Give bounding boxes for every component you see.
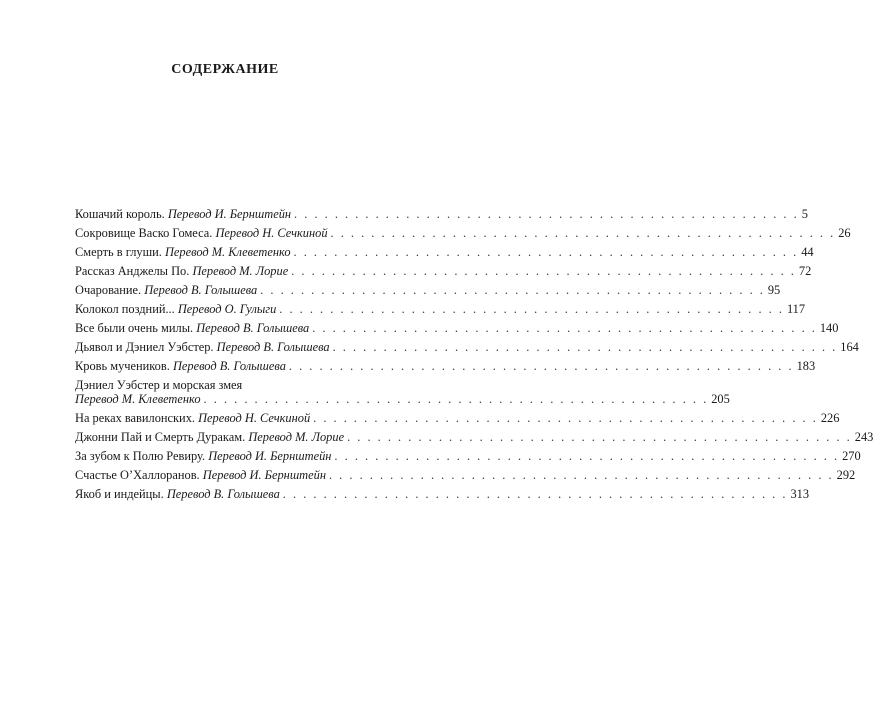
entry-title: Смерть в глуши. — [75, 245, 162, 259]
entry-translator: Перевод О. Гулыги — [177, 302, 277, 316]
entry-page-number: 117 — [786, 302, 806, 316]
toc-entry[interactable] — [75, 302, 806, 316]
entry-translator: Перевод М. Клеветенко — [75, 392, 201, 406]
entry-page-number: 44 — [801, 245, 814, 259]
entry-title: Рассказ Анджелы По. — [75, 264, 190, 278]
toc-entry[interactable] — [75, 487, 810, 501]
entry-page-number: 26 — [838, 226, 851, 240]
entry-page-number: 313 — [790, 487, 810, 501]
dot-leader: . . . . . . . . . . . . . . . . . . . . . . . . . . . . . . . . . . . . . . . . . . . . . . . . . . — [279, 302, 784, 316]
dot-leader: . . . . . . . . . . . . . . . . . . . . . . . . . . . . . . . . . . . . . . . . . . . . . . . . . . — [294, 207, 799, 221]
table-of-contents — [75, 207, 873, 506]
entry-page-number: 292 — [836, 468, 856, 482]
entry-title: Джонни Пай и Смерть Дуракам. — [75, 430, 246, 444]
entry-translator: Перевод В. Голышева — [196, 321, 310, 335]
entry-title: Сокровище Васко Гомеса. — [75, 226, 213, 240]
entry-translator: Перевод И. Бернштейн — [167, 207, 292, 221]
entry-title: Кровь мучеников. — [75, 359, 170, 373]
toc-entry[interactable] — [75, 411, 840, 425]
toc-entry[interactable] — [75, 207, 808, 221]
entry-page-number: 226 — [820, 411, 840, 425]
entry-title: Счастье О’Халлоранов. — [75, 468, 200, 482]
entry-translator: Перевод Н. Сечкиной — [215, 226, 328, 240]
entry-page-number: 140 — [819, 321, 839, 335]
toc-entry[interactable] — [75, 468, 856, 482]
entry-title: Очарование. — [75, 283, 142, 297]
dot-leader: . . . . . . . . . . . . . . . . . . . . . . . . . . . . . . . . . . . . . . . . . . . . . . . . . . — [291, 264, 796, 278]
entry-page-number: 243 — [854, 430, 873, 444]
entry-page-number: 183 — [796, 359, 816, 373]
toc-entry[interactable] — [75, 340, 859, 354]
dot-leader: . . . . . . . . . . . . . . . . . . . . . . . . . . . . . . . . . . . . . . . . . . . . . . . . . . — [332, 340, 838, 354]
dot-leader: . . . . . . . . . . . . . . . . . . . . . . . . . . . . . . . . . . . . . . . . . . . . . . . . . . — [334, 449, 840, 463]
entry-page-number: 270 — [842, 449, 861, 463]
dot-leader: . . . . . . . . . . . . . . . . . . . . . . . . . . . . . . . . . . . . . . . . . . . . . . . . . . — [347, 430, 852, 444]
entry-title: Кошачий король. — [75, 207, 165, 221]
dot-leader: . . . . . . . . . . . . . . . . . . . . . . . . . . . . . . . . . . . . . . . . . . . . . . . . . . — [288, 359, 794, 373]
entry-translator: Перевод В. Голышева — [166, 487, 280, 501]
dot-leader: . . . . . . . . . . . . . . . . . . . . . . . . . . . . . . . . . . . . . . . . . . . . . . . . . . — [282, 487, 788, 501]
entry-page-number: 164 — [840, 340, 859, 354]
entry-page-number: 205 — [711, 392, 730, 406]
toc-entry[interactable] — [75, 226, 851, 240]
toc-entry[interactable] — [75, 359, 816, 373]
entry-title: Якоб и индейцы. — [75, 487, 164, 501]
entry-page-number: 5 — [801, 207, 808, 221]
entry-title: Колокол поздний... — [75, 302, 175, 316]
entry-title: Дьявол и Дэниел Уэбстер. — [75, 340, 214, 354]
contents-heading: СОДЕРЖАНИЕ — [171, 62, 279, 77]
entry-page-number: 95 — [767, 283, 781, 297]
entry-translator: Перевод М. Лорие — [248, 430, 345, 444]
entry-title: Все были очень милы. — [75, 321, 194, 335]
dot-leader: . . . . . . . . . . . . . . . . . . . . . . . . . . . . . . . . . . . . . . . . . . . . . . . . . . — [203, 392, 709, 406]
dot-leader: . . . . . . . . . . . . . . . . . . . . . . . . . . . . . . . . . . . . . . . . . . . . . . . . . . — [330, 226, 836, 240]
entry-translator: Перевод М. Лорие — [192, 264, 289, 278]
entry-translator: Перевод В. Голышева — [144, 283, 258, 297]
toc-entry[interactable] — [75, 430, 873, 444]
toc-entry[interactable] — [75, 378, 730, 406]
toc-entry[interactable] — [75, 245, 814, 259]
entry-translator: Перевод Н. Сечкиной — [198, 411, 311, 425]
entry-page-number: 72 — [798, 264, 812, 278]
entry-translator: Перевод И. Бернштейн — [202, 468, 326, 482]
entry-translator: Перевод В. Голышева — [216, 340, 330, 354]
dot-leader: . . . . . . . . . . . . . . . . . . . . . . . . . . . . . . . . . . . . . . . . . . . . . . . . . . — [293, 245, 799, 259]
entry-translator: Перевод И. Бернштейн — [208, 449, 332, 463]
entry-title: На реках вавилонских. — [75, 411, 195, 425]
toc-entry[interactable] — [75, 449, 861, 463]
dot-leader: . . . . . . . . . . . . . . . . . . . . . . . . . . . . . . . . . . . . . . . . . . . . . . . . . . — [260, 283, 765, 297]
dot-leader: . . . . . . . . . . . . . . . . . . . . . . . . . . . . . . . . . . . . . . . . . . . . . . . . . . — [328, 468, 834, 482]
entry-title: Дэниел Уэбстер и морская змея — [75, 378, 243, 392]
toc-entry[interactable] — [75, 264, 812, 278]
toc-entry[interactable] — [75, 321, 839, 335]
dot-leader: . . . . . . . . . . . . . . . . . . . . . . . . . . . . . . . . . . . . . . . . . . . . . . . . . . — [313, 411, 818, 425]
entry-translator: Перевод М. Клеветенко — [164, 245, 291, 259]
entry-title: За зубом к Полю Ревиру. — [75, 449, 206, 463]
entry-translator: Перевод В. Голышева — [172, 359, 286, 373]
dot-leader: . . . . . . . . . . . . . . . . . . . . . . . . . . . . . . . . . . . . . . . . . . . . . . . . . . — [312, 321, 817, 335]
toc-entry[interactable] — [75, 283, 781, 297]
